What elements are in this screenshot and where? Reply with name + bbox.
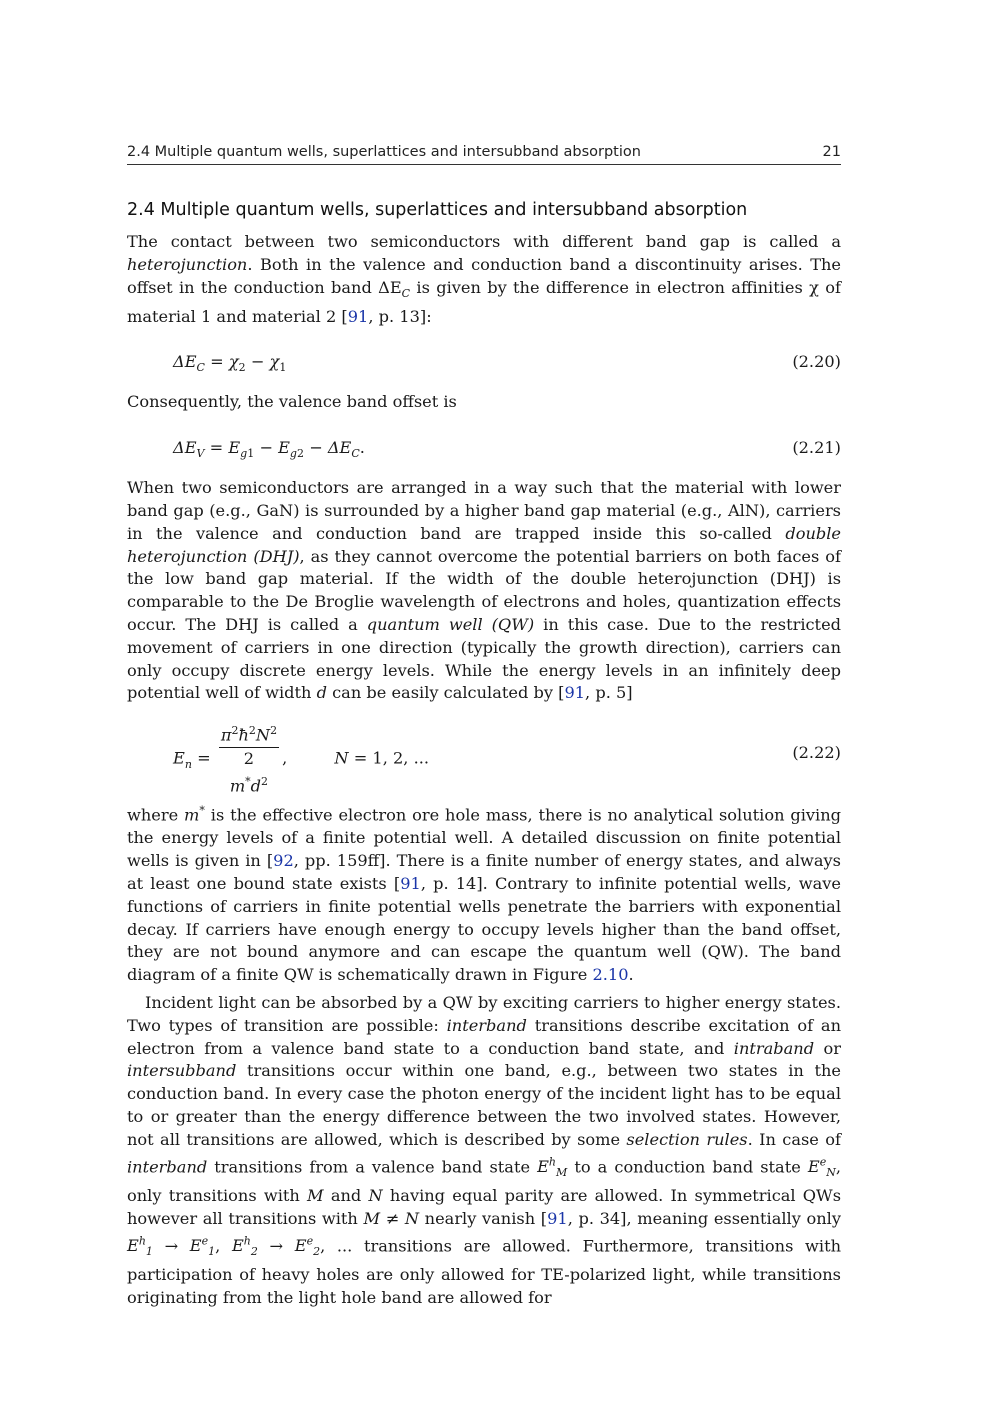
citation-link[interactable]: 91 <box>564 683 586 703</box>
citation-link[interactable]: 91 <box>400 873 421 893</box>
body-text <box>127 231 841 1315</box>
paragraph-absorption: Incident light can be absorbed by a QW by exciting carriers to higher energy states. Two types of transition are possible: interband transitions describe excitation of an electron from a valence band state to a conduction band state, and intraband or intersubband transitions occur within one band, e.g., between two states in the conduction band. In every case the photon energy of the incident light has to be equal to or greater than the energy difference between the two involved states. However, not all transitions are allowed, which is described by some selection rules. In case of interband transitions from a valence band state $E^h_M$ to a conduction band state $E^e_N$, only transitions with M and N having equal parity are allowed. In symmetrical QWs however all transitions with M ≠ N nearly vanish [91, p. 34], meaning essentially only $E^h_1 \to E^e_1$, $E^h_2 \to E^e_2$, ... transitions are allowed. Furthermore, transitions with participation of heavy holes are only allowed for TE-polarized light, while transitions originating from the light hole band are allowed for <box>127 992 842 1307</box>
figure-link[interactable]: 2.10 <box>592 965 629 985</box>
equation-2-21: $\Delta E_V = E_{g1} - E_{g2} - \Delta E_C$. (2.21) <box>173 438 841 461</box>
section-heading: 2.4 Multiple quantum wells, superlattices and intersubband absorption <box>127 200 748 220</box>
running-header-title: 2.4 Multiple quantum wells, superlattices and intersubband absorption <box>127 144 641 160</box>
running-header <box>127 144 841 165</box>
paragraph-quantum-well: When two semiconductors are arranged in a way such that the material with lower band gap (e.g., GaN) is surrounded by a higher band gap material (e.g., AlN), carriers in the valence and conduction band are trapped inside this so-called double heterojunction (DHJ), as they cannot overcome the potential barriers on both faces of the low band gap material. If the width of the double heterojunction (DHJ) is comparable to the De Broglie wavelength of electrons and holes, quantization effects occur. The DHJ is called a quantum well (QW) in this case. Due to the restricted movement of carriers in one direction (typically the growth direction), carriers can only occupy discrete energy levels. While the energy levels in an infinitely deep potential well of width d can be easily calculated by [91, p. 5] <box>127 478 842 703</box>
paragraph-valence-offset: Consequently, the valence band offset is <box>127 392 457 412</box>
paragraph-finite-well: where m* is the effective electron ore hole mass, there is no analytical solution giving the energy levels of a finite potential well. A detailed discussion on finite potential wells is given in [92, pp. 159ff]. There is a finite number of energy states, and always at least one bound state exists [91, p. 14]. Contrary to infinite potential wells, wave functions of carriers in finite potential wells penetrate the barriers with exponential decay. If carriers have enough energy to occupy levels higher than the band offset, they are not bound anymore and can escape the quantum well (QW). The band diagram of a finite QW is schematically drawn in Figure 2.10. <box>127 804 842 985</box>
equation-number: (2.22) <box>792 743 841 763</box>
equation-number: (2.21) <box>792 438 841 458</box>
paragraph-heterojunction: The contact between two semiconductors with different band gap is called a heterojunction. Both in the valence and conduction band a discontinuity arises. The offset in the conduction band $\Delta E_C$ is given by the difference in electron affinities χ of material 1 and material 2 [91, p. 13]: <box>127 232 841 326</box>
citation-link[interactable]: 91 <box>547 1208 568 1228</box>
equation-2-22: $E_n$ = $\pi^2ħ^2N^2$ 2 $m^*d^2$ , N = 1, 2, ... (2.22) <box>127 710 841 800</box>
citation-link[interactable]: 91 <box>347 306 369 326</box>
citation-link[interactable]: 92 <box>273 851 294 871</box>
equation-2-20: $\Delta E_C = \chi_2 - \chi_1$ (2.20) <box>173 352 841 375</box>
page-number: 21 <box>822 144 841 160</box>
equation-number: (2.20) <box>792 352 841 372</box>
